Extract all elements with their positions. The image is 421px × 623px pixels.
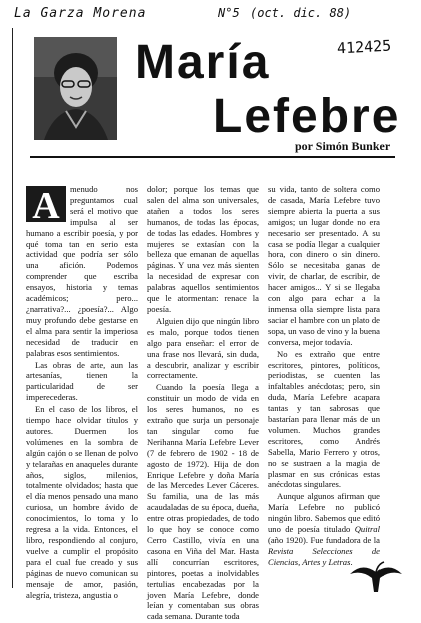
issue-number: N°5 — [218, 6, 240, 20]
paragraph: Las obras de arte, aun las artesanías, tienen la particularidad de ser imperecederas. — [26, 359, 138, 403]
drop-cap — [26, 186, 66, 222]
paragraph: No es extraño que entre escritores, pintores, políticos, periodistas, se cuenten las infaltables anécdotas; pero, sin duda, María Lefebre acapara tantas y tan sabrosas que bastarían para llenar más de un volumen. Muchos grandes escritores, como Andrés Sabella, Mario Ferrero y otros, no se sustraen a la magia de plasmar en sus crónicas estas anécdotas singulares. — [268, 348, 380, 490]
magazine-title: Revista Selecciones de Ciencias, Artes y Letras — [268, 545, 380, 567]
paragraph: Alguien dijo que ningún libro es malo, porque todos tienen algo para enseñar: el error de una frase nos llevará, sin duda, a descubrir, analizar y escribir correctamente. — [147, 315, 259, 381]
article-title — [135, 35, 401, 150]
title-first-name: María — [135, 36, 271, 89]
handwritten-catalog-number: 412425 — [336, 36, 392, 58]
text-span: (año 1920). Fue fundadora de la — [268, 535, 380, 545]
issue-date: (oct. dic. 88) — [250, 6, 352, 20]
article-column-3 — [268, 184, 380, 569]
masthead-handwritten: La Garza Morena — [14, 6, 147, 21]
margin-line — [12, 28, 13, 588]
drop-cap-letter: A — [32, 186, 60, 222]
byline: por Simón Bunker — [295, 139, 391, 153]
portrait-photo — [34, 37, 117, 140]
page-number: 17 — [377, 568, 386, 578]
title-last-name: Lefebre — [213, 90, 401, 143]
heron-bird-icon — [348, 556, 404, 596]
title-rule — [30, 156, 395, 158]
text-span: Aunque algunos afirman que María Lefebre no publicó ningún libro. Sabemos que editó uno de poesía titulado — [268, 491, 380, 535]
paragraph: menudo nos preguntamos cual será el motivo que impulsa al ser humano a escribir poesía, y por qué toma tan en serio esta actividad que podría ser sólo una afición. Podemos comprender que escriba ensayos, historia y temas académicos; pero... ¿narrativa?... ¿poesía?... Algo muy profundo debe gestarse en el alma para sentir la imperiosa necesidad de traducir en palabras esos sentimientos. — [26, 184, 138, 358]
text-span: . — [350, 556, 353, 567]
paragraph: su vida, tanto de soltera como de casada, María Lefebre tuvo siempre abierta la puerta a sus amigos; un lugar donde no era necesario ser presentado. A su casa se podía llegar a cualquier hora, con dinero o sin dinero. Sólo se necesitaba ganas de vivir, de charlar, de escribir, de hacer amigos... Y si se llegaba con algo para echar a la inmensa olla siempre lista para saciar el hambre con un plato de sopa, un vaso de vino y la buena conversa, mejor todavía. — [268, 184, 380, 347]
paragraph: dolor; porque los temas que salen del alma son universales, atañen a todos los seres humanos, de todas las épocas, de todas las edades. Hombres y mujeres se extasían con la belleza que emanan de aquellas páginas. Y una vez más sienten la necesidad de expresar con palabras aquellos sentimientos que le atormentan: renace la poesía. — [147, 184, 259, 314]
article-column-1 — [26, 184, 138, 601]
paragraph: Cuando la poesía llega a constituir un modo de vida en los seres humanos, no es extraño que surja un personaje tan singular como fue Nerihanna María Lefebre Lever (7 de febrero de 1902 - 18 de agosto de 1972). Hija de don Enrique Lefebre y doña María de las Mercedes Lever Cáceres. Su familia, una de las más acaudaladas de su época, dueña, entre otras propiedades, de todo lo que hoy se conoce como Cerro Castillo, vivía en una casona en Viña del Mar. Hasta allí concurrían escritores, pintores, poetas a inolvidables tertulias encabezadas por la joven María Lefebre, donde leían y comentaban sus obras cada semana. Durante toda — [147, 382, 259, 622]
paragraph: En el caso de los libros, el tiempo hace olvidar títulos y autores. Duermen los volúmenes en la sombra de algún cajón o se llenan de polvo y telarañas en anaqueles durante años, siglos, milenios, totalmente olvidados; hasta que el día menos pensado una mano curiosa, un hombre ávido de conocimientos, lo toma y lo regresa a la vida. Entonces, el libro, respondiendo al conjuro, vuelve a cumplir el propósito para el cual fue creado y sus páginas de nuevo comunican su mensaje de amor, pasión, alegría, tristeza, angustia o — [26, 404, 138, 600]
portrait-image — [34, 37, 117, 140]
book-title: Quitral — [354, 524, 380, 535]
article-column-2 — [147, 184, 259, 623]
